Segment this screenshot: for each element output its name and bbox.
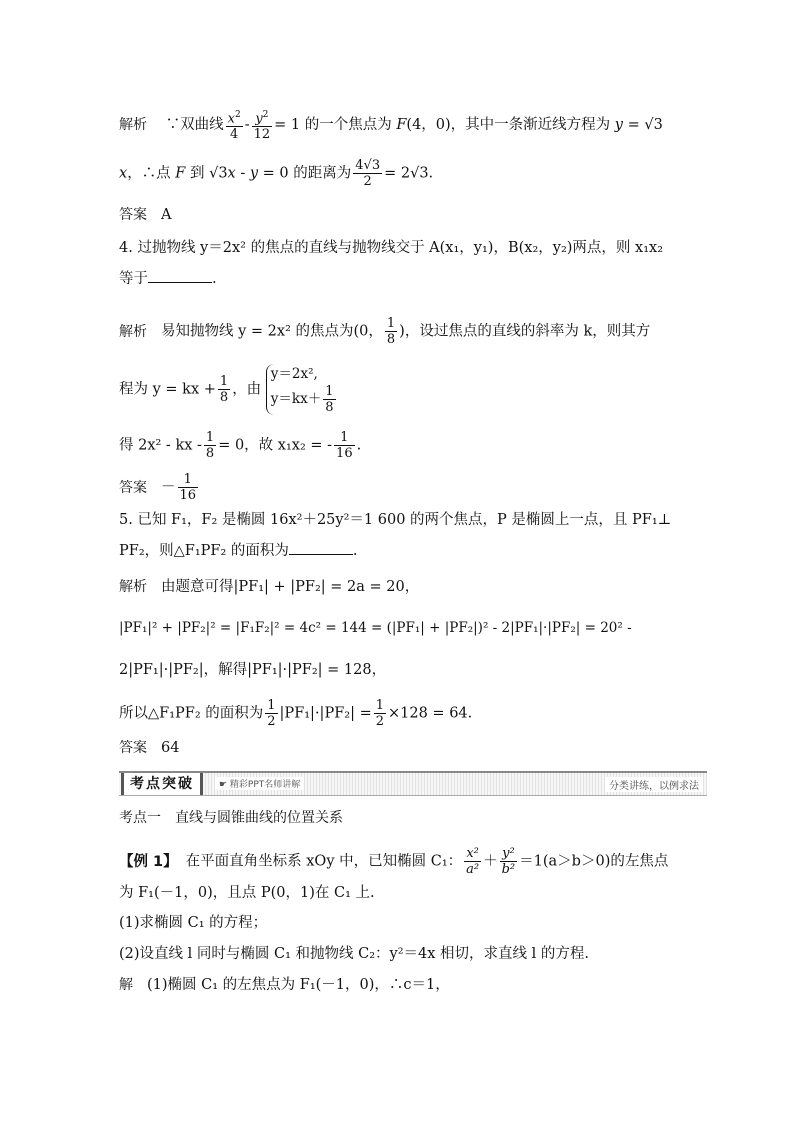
fraction-y2-b2 <box>500 846 518 877</box>
num: 1 <box>219 374 229 389</box>
section-heading: 考点一 直线与圆锥曲线的位置关系 <box>119 810 343 826</box>
example-line-2: 为 F₁(－1，0)，且点 P(0，1)在 C₁ 上. <box>119 885 375 901</box>
den: 16 <box>179 488 197 503</box>
answer-label: 答案 <box>119 479 147 496</box>
question-5-line-1: 5. 已知 F₁，F₂ 是椭圆 16x²＋25y²＝1 600 的两个焦点，P 是椭圆上一点，且 PF₁⊥ <box>119 512 672 528</box>
text: 所以△F₁PF₂ 的面积为 <box>119 705 264 722</box>
text: . <box>352 543 358 559</box>
text: ) <box>399 323 405 340</box>
answer-label: 答案 <box>119 207 147 223</box>
sign: － <box>161 479 176 496</box>
text: ，设过焦点的直线的斜率为 k，则其方 <box>404 323 651 340</box>
fraction-1-8 <box>204 430 216 461</box>
section-banner <box>119 771 707 796</box>
banner-subtitle: ☛ 精彩PPT名师讲解 <box>215 777 304 790</box>
num: 1 <box>375 698 384 713</box>
text: 等于 <box>119 271 148 287</box>
num-var: x <box>227 111 235 127</box>
den: 8 <box>386 332 396 347</box>
analysis-2-line-1 <box>119 316 650 347</box>
num: y² <box>500 846 518 862</box>
text: (1)椭圆 C₁ 的左焦点为 F₁(－1，0)，∴c＝1， <box>147 977 450 993</box>
var: y <box>614 117 623 134</box>
fraction-1-8 <box>323 384 335 415</box>
text: ，由 <box>232 381 262 398</box>
analysis-3-line-1 <box>119 577 419 597</box>
text: (0， <box>353 323 383 340</box>
text: . <box>212 271 217 287</box>
analysis-label: 解析 <box>119 117 147 134</box>
solution-line-1 <box>119 975 450 995</box>
system-row-2: y＝kx＋ <box>270 391 322 407</box>
text: 到 √3 <box>185 165 228 182</box>
text: 程为 y = kx + <box>119 381 216 398</box>
den: 2 <box>363 174 372 189</box>
num: 1 <box>178 472 199 488</box>
fraction-y2-12 <box>252 108 273 142</box>
banner-title: 考点突破 <box>121 773 203 795</box>
fraction-1-16 <box>178 472 199 503</box>
example-line-1 <box>119 846 668 877</box>
den: 4 <box>230 127 239 143</box>
text: = 2√3. <box>384 165 434 182</box>
answer-blank <box>289 540 353 555</box>
question-4-line-1: 4. 过抛物线 y＝2x² 的焦点的直线与抛物线交于 A(x₁，y₁)，B(x₂，y₂)两点，则 x₁x₂ <box>119 240 664 256</box>
den: 16 <box>336 446 353 461</box>
var: y <box>249 165 259 182</box>
den: 8 <box>205 446 215 461</box>
text: 由题意可得|PF₁| + |PF₂| = 2a = 20， <box>161 579 420 595</box>
text: ＝1(a＞b＞0)的左焦点 <box>519 853 669 870</box>
num: 1 <box>386 316 396 331</box>
fraction-1-8 <box>218 374 230 405</box>
fraction-1-16 <box>334 430 355 461</box>
answer-label: 答案 <box>119 740 147 756</box>
text: |PF₁|·|PF₂| = <box>279 705 372 722</box>
equation-system <box>266 364 342 415</box>
text: ×128 = 64. <box>388 705 473 722</box>
answer-blank <box>148 268 212 283</box>
num: 1 <box>267 698 276 713</box>
text: = 0，故 x₁x₂ = - <box>218 437 333 454</box>
banner-right-text: 分类讲练，以例求法 <box>605 777 703 792</box>
fraction-1-2 <box>374 698 386 729</box>
example-tag: 【例 1】 <box>119 853 178 870</box>
den: b² <box>501 862 516 877</box>
text: ∵双曲线 <box>165 117 224 134</box>
num: 1 <box>205 430 215 445</box>
num: x² <box>464 846 481 862</box>
num-var: y <box>255 111 263 127</box>
var: x <box>119 165 128 182</box>
analysis-label: 解析 <box>119 579 147 595</box>
text: (4，0)，其中一条渐近线方程为 <box>406 117 615 134</box>
question-5-line-2 <box>119 540 358 561</box>
var: F <box>175 165 186 182</box>
text: = √3 <box>622 117 663 134</box>
answer-2 <box>119 472 200 503</box>
example-line-3: (1)求椭圆 C₁ 的方程； <box>119 915 268 931</box>
text: ，∴点 <box>127 165 176 182</box>
text: - <box>235 165 250 182</box>
text: ＋ <box>483 853 498 870</box>
text: 得 2x² - kx - <box>119 437 202 454</box>
num-exp: 2 <box>262 110 269 120</box>
num: 1 <box>334 430 355 446</box>
num: 1 <box>325 384 334 399</box>
analysis-line-2 <box>119 158 433 189</box>
analysis-line-1 <box>119 108 663 142</box>
answer-value: A <box>161 207 172 223</box>
analysis-3-line-2: |PF₁|² + |PF₂|² = |F₁F₂|² = 4c² = 144 = (|PF₁| + |PF₂|)² - 2|PF₁|·|PF₂| = 20² - <box>119 620 632 636</box>
fraction-distance <box>353 158 382 189</box>
den: 2 <box>375 714 384 729</box>
example-line-4: (2)设直线 l 同时与椭圆 C₁ 和抛物线 C₂：y²＝4x 相切，求直线 l 的方程. <box>119 946 590 962</box>
text: PF₂，则△F₁PF₂ 的面积为 <box>119 543 289 559</box>
answer-3 <box>119 738 179 758</box>
fraction-x2-4 <box>226 108 243 142</box>
den: a² <box>466 862 480 877</box>
analysis-2-line-3 <box>119 430 361 461</box>
var: x <box>227 165 236 182</box>
num: 4√3 <box>355 158 381 173</box>
minus: - <box>244 117 250 134</box>
den: 2 <box>267 714 276 729</box>
var: F <box>396 117 407 134</box>
num-exp: 2 <box>234 110 241 120</box>
question-4-line-2 <box>119 268 217 289</box>
analysis-2-line-2 <box>119 364 342 415</box>
analysis-label: 解析 <box>119 323 147 340</box>
solution-label: 解 <box>119 977 133 993</box>
fraction-1-8 <box>385 316 397 347</box>
den: 12 <box>253 127 271 143</box>
answer-value: 64 <box>161 740 180 756</box>
answer-1 <box>119 205 171 225</box>
text: = 1 的一个焦点为 <box>274 117 397 134</box>
den: 8 <box>219 390 229 405</box>
system-row-1: y＝2x², <box>270 366 318 382</box>
fraction-1-2 <box>265 698 277 729</box>
text: 易知抛物线 y = 2x² 的焦点为 <box>161 323 354 340</box>
text: = 0 的距离为 <box>258 165 352 182</box>
fraction-x2-a2 <box>464 846 481 877</box>
analysis-3-line-3: 2|PF₁|·|PF₂|，解得|PF₁|·|PF₂| = 128， <box>119 662 387 678</box>
text: . <box>356 437 362 454</box>
text: 在平面直角坐标系 xOy 中，已知椭圆 C₁： <box>185 853 463 870</box>
analysis-3-line-4 <box>119 698 472 729</box>
den: 8 <box>325 400 334 415</box>
